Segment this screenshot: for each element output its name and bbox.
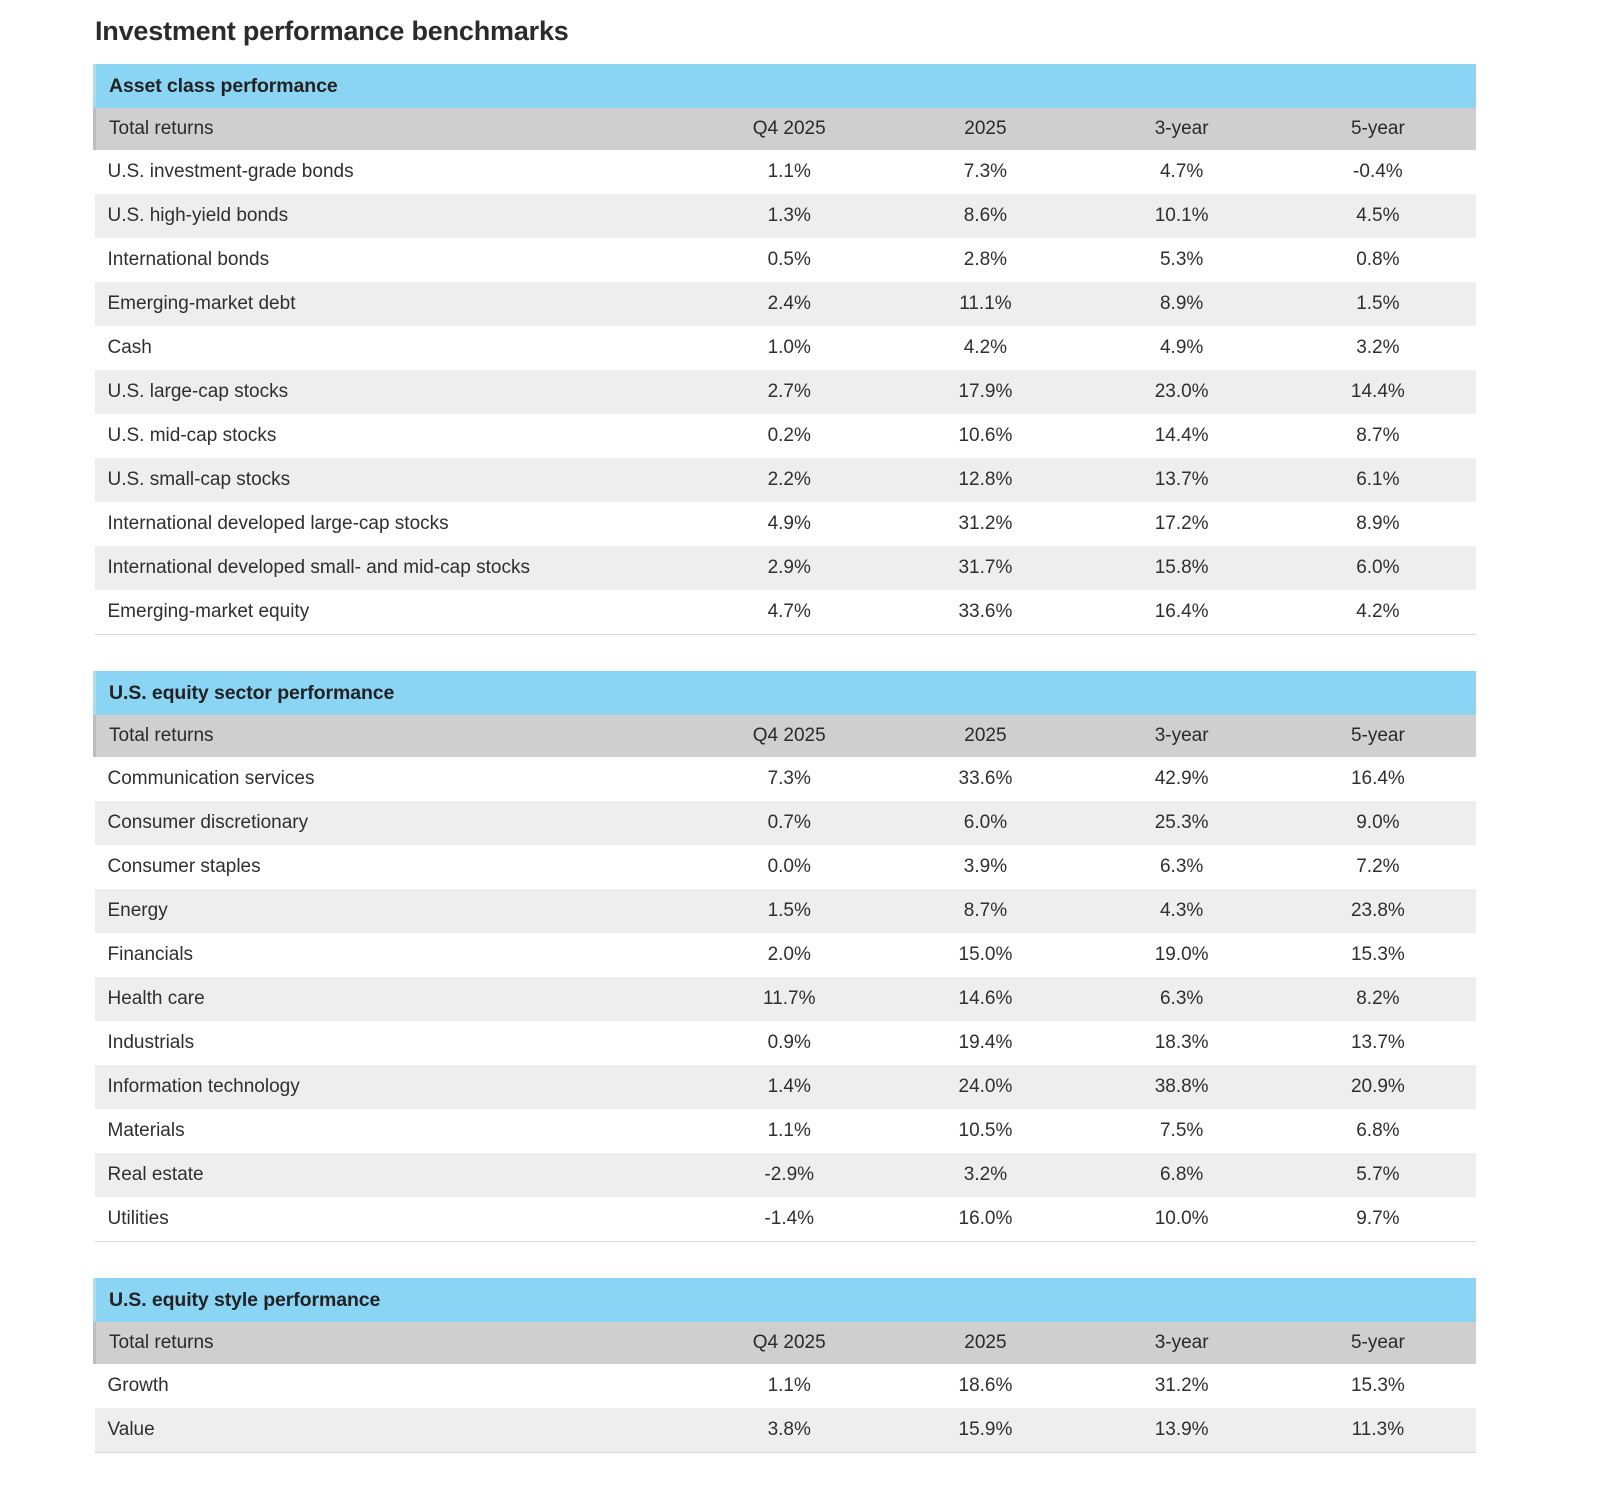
- row-value: 14.6%: [887, 977, 1083, 1021]
- column-header-period: 2025: [887, 1322, 1083, 1364]
- row-label: U.S. high-yield bonds: [95, 194, 692, 238]
- column-header-label: Total returns: [95, 715, 692, 757]
- column-header-period: 2025: [887, 108, 1083, 150]
- row-value: 2.7%: [691, 370, 887, 414]
- column-header-label: Total returns: [95, 108, 692, 150]
- row-label: Consumer discretionary: [95, 801, 692, 845]
- row-value: 20.9%: [1280, 1065, 1476, 1109]
- row-value: 31.7%: [887, 546, 1083, 590]
- column-header-period: 2025: [887, 715, 1083, 757]
- row-value: 9.7%: [1280, 1197, 1476, 1242]
- table-row: [95, 414, 1477, 458]
- row-value: 3.9%: [887, 845, 1083, 889]
- row-label: Health care: [95, 977, 692, 1021]
- row-value: 16.0%: [887, 1197, 1083, 1242]
- table-row: [95, 1021, 1477, 1065]
- row-value: 4.2%: [887, 326, 1083, 370]
- row-value: -2.9%: [691, 1153, 887, 1197]
- row-value: 15.3%: [1280, 933, 1476, 977]
- column-header-period: 5-year: [1280, 715, 1476, 757]
- row-value: 7.3%: [691, 757, 887, 801]
- row-value: 1.1%: [691, 1109, 887, 1153]
- row-value: 0.2%: [691, 414, 887, 458]
- row-value: 10.0%: [1084, 1197, 1280, 1242]
- row-value: 0.8%: [1280, 238, 1476, 282]
- table-row: [95, 590, 1477, 635]
- row-value: 4.9%: [691, 502, 887, 546]
- row-value: 33.6%: [887, 757, 1083, 801]
- performance-table: [93, 1278, 1476, 1453]
- table-row: [95, 150, 1477, 194]
- row-value: 18.6%: [887, 1364, 1083, 1408]
- row-value: 4.5%: [1280, 194, 1476, 238]
- column-header-period: 5-year: [1280, 1322, 1476, 1364]
- row-label: Communication services: [95, 757, 692, 801]
- row-value: 6.8%: [1280, 1109, 1476, 1153]
- row-value: 8.6%: [887, 194, 1083, 238]
- row-label: International developed small- and mid-cap stocks: [95, 546, 692, 590]
- row-value: 8.7%: [887, 889, 1083, 933]
- column-header-label: Total returns: [95, 1322, 692, 1364]
- column-header-period: 3-year: [1084, 108, 1280, 150]
- performance-table: [93, 671, 1476, 1242]
- row-label: Financials: [95, 933, 692, 977]
- row-value: 3.2%: [887, 1153, 1083, 1197]
- row-value: 16.4%: [1084, 590, 1280, 635]
- table-row: [95, 1197, 1477, 1242]
- row-value: 5.3%: [1084, 238, 1280, 282]
- row-value: 8.7%: [1280, 414, 1476, 458]
- row-value: 2.2%: [691, 458, 887, 502]
- column-header-row: [95, 715, 1477, 757]
- row-value: 13.7%: [1084, 458, 1280, 502]
- table-row: [95, 238, 1477, 282]
- table-row: [95, 326, 1477, 370]
- row-value: 31.2%: [887, 502, 1083, 546]
- row-label: U.S. small-cap stocks: [95, 458, 692, 502]
- row-value: 19.4%: [887, 1021, 1083, 1065]
- table-row: [95, 845, 1477, 889]
- row-value: 11.1%: [887, 282, 1083, 326]
- row-label: Consumer staples: [95, 845, 692, 889]
- row-value: 9.0%: [1280, 801, 1476, 845]
- section-band: [95, 64, 1477, 108]
- row-value: 23.0%: [1084, 370, 1280, 414]
- row-value: 6.8%: [1084, 1153, 1280, 1197]
- row-label: Materials: [95, 1109, 692, 1153]
- row-value: 8.9%: [1280, 502, 1476, 546]
- table-row: [95, 801, 1477, 845]
- row-value: 24.0%: [887, 1065, 1083, 1109]
- row-value: 4.7%: [691, 590, 887, 635]
- row-value: 2.4%: [691, 282, 887, 326]
- table-row: [95, 1065, 1477, 1109]
- row-value: 15.8%: [1084, 546, 1280, 590]
- row-value: 2.0%: [691, 933, 887, 977]
- row-label: Growth: [95, 1364, 692, 1408]
- column-header-period: 5-year: [1280, 108, 1476, 150]
- section-band-label: U.S. equity style performance: [95, 1278, 1477, 1322]
- row-value: 11.7%: [691, 977, 887, 1021]
- page-title: Investment performance benchmarks: [95, 16, 569, 46]
- section-band-label: Asset class performance: [95, 64, 1477, 108]
- row-value: 13.7%: [1280, 1021, 1476, 1065]
- section-band-label: U.S. equity sector performance: [95, 671, 1477, 715]
- table-row: [95, 370, 1477, 414]
- row-value: 1.1%: [691, 1364, 887, 1408]
- row-label: Utilities: [95, 1197, 692, 1242]
- row-value: 1.1%: [691, 150, 887, 194]
- column-header-row: [95, 1322, 1477, 1364]
- row-value: 7.2%: [1280, 845, 1476, 889]
- column-header-period: 3-year: [1084, 715, 1280, 757]
- row-value: 33.6%: [887, 590, 1083, 635]
- row-value: 0.5%: [691, 238, 887, 282]
- row-label: U.S. mid-cap stocks: [95, 414, 692, 458]
- row-value: 25.3%: [1084, 801, 1280, 845]
- table-row: [95, 194, 1477, 238]
- row-value: 31.2%: [1084, 1364, 1280, 1408]
- table-row: [95, 458, 1477, 502]
- row-value: 14.4%: [1084, 414, 1280, 458]
- row-value: 1.5%: [1280, 282, 1476, 326]
- table-row: [95, 502, 1477, 546]
- row-value: 19.0%: [1084, 933, 1280, 977]
- row-value: 10.5%: [887, 1109, 1083, 1153]
- column-header-period: 3-year: [1084, 1322, 1280, 1364]
- row-value: 8.2%: [1280, 977, 1476, 1021]
- table-row: [95, 757, 1477, 801]
- row-value: 17.9%: [887, 370, 1083, 414]
- row-value: 1.3%: [691, 194, 887, 238]
- table-row: [95, 1153, 1477, 1197]
- table-row: [95, 933, 1477, 977]
- row-value: 15.3%: [1280, 1364, 1476, 1408]
- row-label: International developed large-cap stocks: [95, 502, 692, 546]
- row-label: Industrials: [95, 1021, 692, 1065]
- row-value: 7.3%: [887, 150, 1083, 194]
- row-label: Emerging-market equity: [95, 590, 692, 635]
- row-label: U.S. large-cap stocks: [95, 370, 692, 414]
- table-block: [93, 1278, 1476, 1453]
- row-value: 3.2%: [1280, 326, 1476, 370]
- row-value: 4.3%: [1084, 889, 1280, 933]
- table-row: [95, 977, 1477, 1021]
- row-value: 18.3%: [1084, 1021, 1280, 1065]
- tables-container: [0, 64, 1600, 1453]
- column-header-row: [95, 108, 1477, 150]
- row-value: 15.9%: [887, 1408, 1083, 1453]
- row-value: 7.5%: [1084, 1109, 1280, 1153]
- performance-table: [93, 64, 1476, 635]
- row-value: -1.4%: [691, 1197, 887, 1242]
- table-block: [93, 64, 1476, 635]
- row-value: 42.9%: [1084, 757, 1280, 801]
- row-value: 1.0%: [691, 326, 887, 370]
- table-row: [95, 546, 1477, 590]
- row-label: U.S. investment-grade bonds: [95, 150, 692, 194]
- row-value: 3.8%: [691, 1408, 887, 1453]
- table-row: [95, 1109, 1477, 1153]
- row-value: 4.2%: [1280, 590, 1476, 635]
- row-value: 2.9%: [691, 546, 887, 590]
- row-value: 12.8%: [887, 458, 1083, 502]
- row-value: 14.4%: [1280, 370, 1476, 414]
- row-label: Value: [95, 1408, 692, 1453]
- row-value: 17.2%: [1084, 502, 1280, 546]
- column-header-period: Q4 2025: [691, 1322, 887, 1364]
- row-value: 6.0%: [887, 801, 1083, 845]
- table-row: [95, 282, 1477, 326]
- column-header-period: Q4 2025: [691, 108, 887, 150]
- row-value: 4.7%: [1084, 150, 1280, 194]
- section-band: [95, 1278, 1477, 1322]
- row-label: Information technology: [95, 1065, 692, 1109]
- column-header-period: Q4 2025: [691, 715, 887, 757]
- row-value: 1.4%: [691, 1065, 887, 1109]
- row-value: 6.3%: [1084, 845, 1280, 889]
- row-value: 13.9%: [1084, 1408, 1280, 1453]
- row-value: 8.9%: [1084, 282, 1280, 326]
- row-value: 15.0%: [887, 933, 1083, 977]
- row-value: 6.3%: [1084, 977, 1280, 1021]
- table-row: [95, 889, 1477, 933]
- table-row: [95, 1408, 1477, 1453]
- row-value: 5.7%: [1280, 1153, 1476, 1197]
- row-value: 6.0%: [1280, 546, 1476, 590]
- row-value: 23.8%: [1280, 889, 1476, 933]
- row-value: 10.1%: [1084, 194, 1280, 238]
- row-label: Emerging-market debt: [95, 282, 692, 326]
- row-label: Energy: [95, 889, 692, 933]
- table-block: [93, 671, 1476, 1242]
- row-label: Cash: [95, 326, 692, 370]
- row-value: -0.4%: [1280, 150, 1476, 194]
- row-label: International bonds: [95, 238, 692, 282]
- table-row: [95, 1364, 1477, 1408]
- row-value: 4.9%: [1084, 326, 1280, 370]
- row-label: Real estate: [95, 1153, 692, 1197]
- row-value: 38.8%: [1084, 1065, 1280, 1109]
- row-value: 6.1%: [1280, 458, 1476, 502]
- row-value: 10.6%: [887, 414, 1083, 458]
- row-value: 0.9%: [691, 1021, 887, 1065]
- row-value: 2.8%: [887, 238, 1083, 282]
- row-value: 11.3%: [1280, 1408, 1476, 1453]
- section-band: [95, 671, 1477, 715]
- row-value: 0.7%: [691, 801, 887, 845]
- row-value: 1.5%: [691, 889, 887, 933]
- row-value: 0.0%: [691, 845, 887, 889]
- row-value: 16.4%: [1280, 757, 1476, 801]
